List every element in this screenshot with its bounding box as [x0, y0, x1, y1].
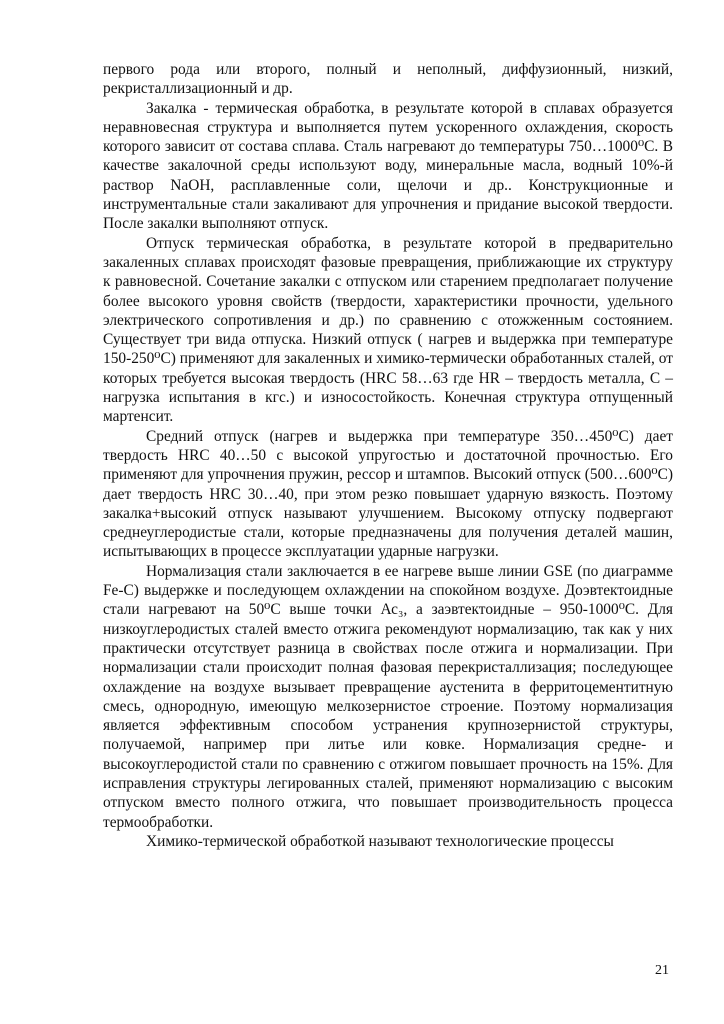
page-number: 21	[655, 963, 669, 978]
paragraph-normalization: Нормализация стали заключается в ее нагреве выше линии GSE (по диаграмме Fe-C) выдержке и последующем охлаждении на спокойном воздухе. Доэвтектоидные стали нагревают на 50⁰С выше точки Ас₃, а заэвтектоидные – 950-1000⁰С. Для низкоуглеродистых сталей вместо отжига рекомендуют нормализацию, так как у них практически отсутствует разница в свойствах после отжига и нормализации. При нормализации стали происходит полная фазовая перекристаллизация; последующее охлаждение на воздухе вызывает превращение аустенита в ферритоцементитную смесь, однородную, имеющую мелкозернистое строение. Поэтому нормализация является эффективным способом устранения крупнозернистой структуры, получаемой, например при литье или ковке. Нормализация средне- и высокоуглеродистой стали по сравнению с отжигом повышает прочность на 15%. Для исправления структуры легированных сталей, применяют нормализацию с высоким отпуском вместо полного отжига, что повышает производительность процесса термообработки.	[103, 562, 673, 831]
paragraph-medium-high-tempering: Средний отпуск (нагрев и выдержка при температуре 350…450⁰С) дает твердость HRC 40…50 с высокой упругостью и достаточной прочностью. Его применяют для упрочнения пружин, рессор и штампов. Высокий отпуск (500…600⁰С) дает твердость HRC 30…40, при этом резко повышает ударную вязкость. Поэтому закалка+высокий отпуск называют улучшением. Высокому отпуску подвергают среднеуглеродистые стали, которые предназначены для получения деталей машин, испытывающих в процессе эксплуатации ударные нагрузки.	[103, 427, 673, 561]
paragraph-heat-treatment-types: первого рода или второго, полный и неполный, диффузионный, низкий, рекристаллизационный и др.	[103, 61, 673, 98]
paragraph-quenching: Закалка - термическая обработка, в результате которой в сплавах образуется неравновесная структура и выполняется путем ускоренного охлаждения, скорость которого зависит от состава сплава. Сталь нагревают до температуры 750…1000⁰С. В качестве закалочной среды используют воду, минеральные масла, водный 10%-й раствор NaOH, расплавленные соли, щелочи и др.. Конструкционные и инструментальные стали закаливают для упрочнения и придание высокой твердости. После закалки выполняют отпуск.	[103, 99, 673, 233]
paragraph-tempering: Отпуск термическая обработка, в результате которой в предварительно закаленных сплавах происходят фазовые превращения, приближающие их структуру к равновесной. Сочетание закалки с отпуском или старением предполагает получение более высокого уровня свойств (твердости, характеристики прочности, удельного электрического сопротивления и др.) по сравнению с отожженным состоянием. Существует три вида отпуска. Низкий отпуск ( нагрев и выдержка при температуре 150-250⁰С) применяют для закаленных и химико-термически обработанных сталей, от которых требуется высокая твердость (HRC 58…63 где HR – твердость металла, С – нагрузка испытания в кгс.) и износостойкость. Конечная структура отпущенный мартенсит.	[103, 234, 673, 426]
page-body	[103, 60, 673, 851]
paragraph-chemical-heat-treatment: Химико-термической обработкой называют технологические процессы	[146, 832, 614, 850]
